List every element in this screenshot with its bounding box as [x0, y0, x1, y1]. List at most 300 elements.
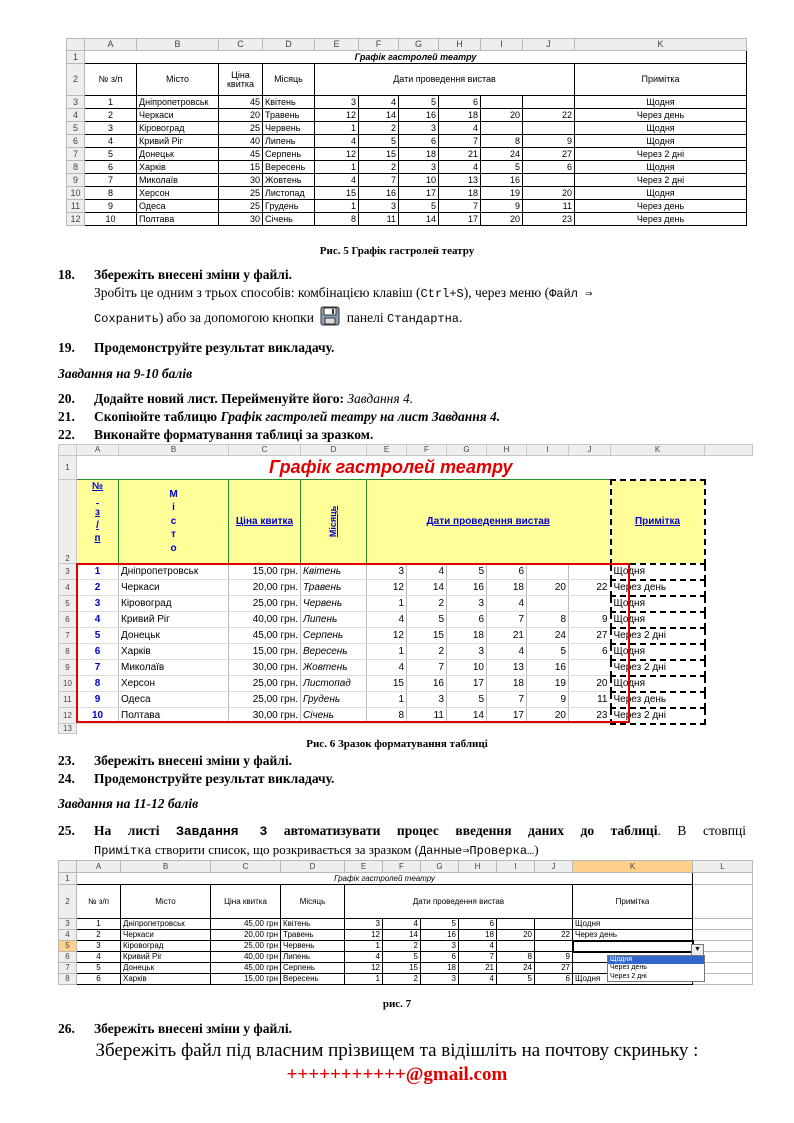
- row-number: 9: [67, 174, 85, 187]
- dropdown-arrow-button[interactable]: ▼: [691, 944, 704, 956]
- table-cell: 6: [399, 135, 439, 148]
- table-row: [59, 692, 753, 708]
- step-text: Збережіть внесені зміни у файлі.: [94, 267, 292, 282]
- table-cell: 4: [345, 952, 383, 963]
- col-letter: H: [459, 861, 497, 873]
- table-row: [59, 930, 753, 941]
- table-cell: 21: [439, 148, 481, 161]
- table-cell: 7: [359, 174, 399, 187]
- table-cell: Щодня: [611, 676, 705, 692]
- row-number: 4: [59, 930, 77, 941]
- table-cell: 45,00 грн: [211, 919, 281, 930]
- table-cell: 13: [487, 660, 527, 676]
- sheet-name: Завдання 3: [176, 824, 268, 839]
- table-cell: Полтава: [137, 213, 219, 226]
- row-number: 2: [67, 64, 85, 96]
- header-char: о: [170, 542, 177, 554]
- text: На листі: [94, 823, 177, 838]
- save-icon: [320, 306, 340, 326]
- table-cell: 20: [527, 708, 569, 724]
- row-number: 6: [67, 135, 85, 148]
- table-cell: 5: [407, 612, 447, 628]
- table-row: [67, 135, 747, 148]
- table-cell: 12: [367, 580, 407, 596]
- table-cell: 18: [459, 930, 497, 941]
- header-note: Примітка: [611, 480, 705, 564]
- col-letter: I: [527, 445, 569, 456]
- table-row: [59, 941, 753, 952]
- table-cell: 2: [407, 596, 447, 612]
- table-cell: 4: [459, 941, 497, 952]
- col-letter: I: [497, 861, 535, 873]
- table-cell: 40: [219, 135, 263, 148]
- table-row: [67, 161, 747, 174]
- table-cell: 25: [219, 200, 263, 213]
- step-number: 19.: [58, 340, 75, 355]
- section-heading: Завдання на 11-12 балів: [58, 796, 199, 811]
- table-cell: Миколаїв: [137, 174, 219, 187]
- col-letter: K: [575, 39, 747, 51]
- table-cell: 30: [219, 174, 263, 187]
- col-letter: D: [301, 445, 367, 456]
- table-cell: [523, 96, 575, 109]
- table-row: [67, 187, 747, 200]
- table-cell: 20: [481, 109, 523, 122]
- table-cell: 5: [383, 952, 421, 963]
- col-letter: C: [219, 39, 263, 51]
- row-number: 2: [59, 480, 77, 564]
- step-number: 20.: [58, 391, 75, 406]
- table-cell: 1: [315, 122, 359, 135]
- step-text: Продемонструйте результат викладачу.: [94, 771, 335, 786]
- table-cell: 30: [219, 213, 263, 226]
- table-row: [59, 564, 753, 580]
- table-cell: Донецьк: [121, 963, 211, 974]
- table-cell: 5: [481, 161, 523, 174]
- table-cell: 15,00 грн.: [229, 644, 301, 660]
- figure-7-spreadsheet: [58, 860, 752, 994]
- text: . В стовпці: [657, 823, 746, 838]
- figure-7-caption: рис. 7: [382, 998, 412, 1010]
- col-letter: A: [85, 39, 137, 51]
- table-cell: 2: [77, 930, 121, 941]
- text: автоматизувати процес введення даних до таблиці: [267, 823, 658, 838]
- table-cell: 10: [399, 174, 439, 187]
- table-cell: 5: [399, 200, 439, 213]
- col-letter: A: [77, 445, 119, 456]
- row-number: 12: [59, 708, 77, 724]
- table-cell: 4: [459, 974, 497, 985]
- header-dates: Дати проведення вистав: [367, 480, 611, 564]
- dropdown-option[interactable]: Через день: [610, 964, 647, 972]
- table-cell: 3: [315, 96, 359, 109]
- table-row: [59, 919, 753, 930]
- table-cell: Через 2 дні: [611, 660, 705, 676]
- col-letter: B: [119, 445, 229, 456]
- table-cell: Жовтень: [301, 660, 367, 676]
- step-18: [58, 266, 746, 328]
- table-cell: 16: [359, 187, 399, 200]
- table-cell: 12: [315, 148, 359, 161]
- table-cell: Полтава: [119, 708, 229, 724]
- table-cell: 5: [85, 148, 137, 161]
- table-cell: 6: [447, 612, 487, 628]
- table-cell: 8: [315, 213, 359, 226]
- table-cell: 6: [77, 974, 121, 985]
- header-price: Ціна квитка: [219, 64, 263, 96]
- menu-path: Файл ⇒: [549, 287, 593, 302]
- table-row: [67, 200, 747, 213]
- table-cell: 3: [85, 122, 137, 135]
- step-number: 24.: [58, 771, 75, 786]
- text: Графік гастролей театру на лист Завдання 4.: [220, 409, 501, 424]
- step-20: [58, 390, 746, 408]
- table-cell: 3: [421, 974, 459, 985]
- table-cell: 9: [77, 692, 119, 708]
- table-cell: 21: [459, 963, 497, 974]
- text: ): [534, 841, 539, 857]
- table-cell: 20: [523, 187, 575, 200]
- table-cell: 24: [481, 148, 523, 161]
- table-cell: 2: [383, 974, 421, 985]
- table-cell: 27: [535, 963, 573, 974]
- table-cell: 7: [77, 660, 119, 676]
- table-cell: 2: [359, 161, 399, 174]
- col-letter: I: [481, 39, 523, 51]
- table-cell: Через 2 дні: [575, 174, 747, 187]
- table-cell: Серпень: [281, 963, 345, 974]
- table-cell: 14: [447, 708, 487, 724]
- row-number: 1: [67, 51, 85, 64]
- table-cell[interactable]: Щодня: [573, 919, 693, 930]
- table-cell: 7: [487, 692, 527, 708]
- header-city: Місто: [121, 885, 211, 919]
- header-char: з: [95, 507, 100, 518]
- figure-6-caption: Рис. 6 Зразок форматування таблиці: [306, 738, 488, 750]
- header-month: Місяць: [263, 64, 315, 96]
- table-cell: 6: [77, 644, 119, 660]
- table-cell: Кривий Ріг: [119, 612, 229, 628]
- col-letter: A: [77, 861, 121, 873]
- header-month-label: Місяць: [328, 505, 338, 538]
- header-dates: Дати проведення вистав: [345, 885, 573, 919]
- table-cell: Щодня: [611, 644, 705, 660]
- table-cell: Щодня: [575, 122, 747, 135]
- header-price: Ціна квитка: [211, 885, 281, 919]
- table-row: [67, 213, 747, 226]
- table-cell: 11: [359, 213, 399, 226]
- table-cell: 8: [497, 952, 535, 963]
- table-cell: 14: [407, 580, 447, 596]
- table-cell: 16: [447, 580, 487, 596]
- table-cell: Через день: [575, 200, 747, 213]
- col-letter: F: [359, 39, 399, 51]
- table-cell: Червень: [263, 122, 315, 135]
- table-cell: [497, 919, 535, 930]
- table-cell: 3: [367, 564, 407, 580]
- table-cell: 18: [439, 109, 481, 122]
- table-cell: Херсон: [137, 187, 219, 200]
- step-21: [58, 408, 746, 426]
- table-cell: 4: [383, 919, 421, 930]
- col-letter: H: [487, 445, 527, 456]
- table-cell: 4: [439, 161, 481, 174]
- table-cell: Вересень: [281, 974, 345, 985]
- table-row: [59, 644, 753, 660]
- table-cell: 4: [367, 660, 407, 676]
- table-cell: Дніпропетровськ: [121, 919, 211, 930]
- table-cell: Травень: [263, 109, 315, 122]
- row-number: 9: [59, 660, 77, 676]
- header-month: [301, 480, 367, 564]
- table-cell: 1: [367, 596, 407, 612]
- table-cell: 18: [439, 187, 481, 200]
- table-cell: Через день: [611, 692, 705, 708]
- table-cell: [523, 122, 575, 135]
- table-cell: 19: [481, 187, 523, 200]
- table-cell: 5: [497, 974, 535, 985]
- table-row: [59, 676, 753, 692]
- table-cell: 2: [407, 644, 447, 660]
- table-cell: Щодня: [611, 564, 705, 580]
- column-name: Примітка: [94, 843, 152, 858]
- table-cell: 5: [527, 644, 569, 660]
- table-cell: Квітень: [263, 96, 315, 109]
- table-cell: 18: [487, 676, 527, 692]
- step-26: [58, 1020, 746, 1038]
- col-letter: F: [407, 445, 447, 456]
- col-letter: E: [345, 861, 383, 873]
- table-cell: 40,00 грн: [211, 952, 281, 963]
- table-title: Графік гастролей театру: [77, 873, 693, 885]
- step-18-detail: [94, 284, 746, 302]
- menu-path: Данные⇒Проверка…: [418, 843, 535, 858]
- table-cell: Одеса: [137, 200, 219, 213]
- table-cell: 19: [527, 676, 569, 692]
- table-cell: 15: [219, 161, 263, 174]
- header-char: п: [94, 533, 101, 544]
- table-cell: Грудень: [263, 200, 315, 213]
- dropdown-list[interactable]: [607, 955, 705, 982]
- header-price: Ціна квитка: [229, 480, 301, 564]
- table-title: Графік гастролей театру: [85, 51, 747, 64]
- table-cell: 12: [315, 109, 359, 122]
- table-cell: 20: [497, 930, 535, 941]
- table-cell: 25,00 грн.: [229, 692, 301, 708]
- table-cell: [527, 596, 569, 612]
- table-cell: 1: [367, 644, 407, 660]
- table-cell: 16: [407, 676, 447, 692]
- table-cell: Через 2 дні: [575, 148, 747, 161]
- table-cell: 25,00 грн.: [229, 596, 301, 612]
- col-letter: F: [383, 861, 421, 873]
- table-cell: Щодня: [611, 612, 705, 628]
- table-cell: Щодня: [575, 135, 747, 148]
- table-cell: [497, 941, 535, 952]
- text: панелі: [346, 310, 384, 326]
- table-cell: 15: [407, 628, 447, 644]
- table-cell: 10: [77, 708, 119, 724]
- table-cell: 8: [85, 187, 137, 200]
- table-cell: Щодня: [575, 187, 747, 200]
- table-row: [59, 708, 753, 724]
- header-month: Місяць: [281, 885, 345, 919]
- table-cell[interactable]: Через день: [573, 930, 693, 941]
- table-cell: Кіровоград: [137, 122, 219, 135]
- table-cell: 5: [421, 919, 459, 930]
- col-letter: J: [535, 861, 573, 873]
- row-number: 3: [59, 564, 77, 580]
- header-char: /: [96, 520, 99, 531]
- step-number: 21.: [58, 409, 75, 424]
- step-25: [58, 822, 746, 859]
- table-cell: 7: [439, 135, 481, 148]
- section-heading: Завдання на 9-10 балів: [58, 366, 193, 381]
- table-cell: 16: [421, 930, 459, 941]
- table-cell: 2: [359, 122, 399, 135]
- table-cell: Грудень: [301, 692, 367, 708]
- table-cell: 45: [219, 96, 263, 109]
- table-cell: 12: [345, 963, 383, 974]
- row-number: 11: [67, 200, 85, 213]
- table-cell: 14: [399, 213, 439, 226]
- dropdown-option[interactable]: Щодня: [608, 956, 704, 964]
- table-cell: 6: [439, 96, 481, 109]
- table-cell: 3: [399, 122, 439, 135]
- row-number: 3: [67, 96, 85, 109]
- row-number: 4: [59, 580, 77, 596]
- step-24: [58, 770, 746, 788]
- table-cell: Через день: [575, 213, 747, 226]
- step-number: 26.: [58, 1021, 75, 1036]
- table-cell: 15: [315, 187, 359, 200]
- table-cell: Квітень: [281, 919, 345, 930]
- col-letter: B: [121, 861, 211, 873]
- text: Зробіть це одним з трьох способів: комбінацією клавіш (: [94, 285, 421, 301]
- table-cell: 5: [359, 135, 399, 148]
- table-cell: 22: [569, 580, 611, 596]
- table-row: [67, 96, 747, 109]
- table-cell: [569, 596, 611, 612]
- row-number: 5: [67, 122, 85, 135]
- table-cell: 5: [447, 564, 487, 580]
- table-cell: 24: [527, 628, 569, 644]
- row-number: 8: [59, 644, 77, 660]
- table-cell: 12: [367, 628, 407, 644]
- table-cell: 22: [535, 930, 573, 941]
- table-cell: Серпень: [263, 148, 315, 161]
- header-char: т: [171, 529, 176, 541]
- table-cell: 20: [527, 580, 569, 596]
- dropdown-option[interactable]: Через 2 дні: [610, 972, 647, 980]
- col-letter: C: [229, 445, 301, 456]
- text: ) або за допомогою кнопки: [158, 310, 314, 326]
- header-dates: Дати проведення вистав: [315, 64, 575, 96]
- header-city: Місто: [137, 64, 219, 96]
- table-cell: 3: [421, 941, 459, 952]
- table-cell[interactable]: [573, 941, 693, 952]
- table-cell: 1: [345, 974, 383, 985]
- table-cell: 30,00 грн.: [229, 660, 301, 676]
- row-number: 6: [59, 612, 77, 628]
- table-row: [59, 596, 753, 612]
- header-note: Примітка: [573, 885, 693, 919]
- table-cell: Дніпропетровськ: [137, 96, 219, 109]
- table-cell: 3: [77, 596, 119, 612]
- step-22: [58, 426, 746, 444]
- table-cell: [527, 564, 569, 580]
- col-letter: C: [211, 861, 281, 873]
- header-no: [77, 480, 119, 564]
- table-cell: 4: [359, 96, 399, 109]
- table-cell: 25: [219, 122, 263, 135]
- col-letter: K: [573, 861, 693, 873]
- step-text: Продемонструйте результат викладачу.: [94, 340, 335, 355]
- table-cell: 30,00 грн.: [229, 708, 301, 724]
- table-cell: Квітень: [301, 564, 367, 580]
- table-row: [67, 109, 747, 122]
- table-cell: Щодня: [575, 96, 747, 109]
- table-cell: 14: [359, 109, 399, 122]
- table-cell: Черкаси: [119, 580, 229, 596]
- toolbar-name: Стандартна: [387, 312, 460, 327]
- table-cell: Червень: [301, 596, 367, 612]
- table-cell: 9: [481, 200, 523, 213]
- table-cell: 27: [569, 628, 611, 644]
- table-cell: Щодня: [575, 161, 747, 174]
- row-number: 8: [67, 161, 85, 174]
- table-cell: 17: [439, 213, 481, 226]
- table-cell: Миколаїв: [119, 660, 229, 676]
- table-cell: 10: [85, 213, 137, 226]
- table-cell: 45,00 грн: [211, 963, 281, 974]
- text: Скопіюйте таблицю: [94, 409, 221, 424]
- table-cell: Травень: [301, 580, 367, 596]
- table-cell: Кіровоград: [119, 596, 229, 612]
- table-cell: 27: [523, 148, 575, 161]
- email-address: +++++++++++@gmail.com: [286, 1064, 508, 1085]
- table-cell: 1: [77, 919, 121, 930]
- table-cell: Херсон: [119, 676, 229, 692]
- table-row: [67, 122, 747, 135]
- table-cell: 18: [399, 148, 439, 161]
- table-cell: Травень: [281, 930, 345, 941]
- col-letter: J: [569, 445, 611, 456]
- table-cell[interactable]: Щодня: [573, 974, 693, 985]
- table-cell: 8: [481, 135, 523, 148]
- table-cell: Донецьк: [119, 628, 229, 644]
- table-title: Графік гастролей театру: [268, 457, 513, 478]
- header-no: № з/п: [85, 64, 137, 96]
- table-cell: 15: [359, 148, 399, 161]
- table-cell: 4: [487, 596, 527, 612]
- table-cell: Харків: [119, 644, 229, 660]
- table-cell: 1: [345, 941, 383, 952]
- table-cell: [535, 941, 573, 952]
- table-cell: [535, 919, 573, 930]
- col-letter: B: [137, 39, 219, 51]
- table-cell: 18: [447, 628, 487, 644]
- row-number: 11: [59, 692, 77, 708]
- col-letter: D: [281, 861, 345, 873]
- col-letter: J: [523, 39, 575, 51]
- table-cell: 17: [399, 187, 439, 200]
- table-cell: Дніпропетровськ: [119, 564, 229, 580]
- table-cell: 5: [77, 963, 121, 974]
- table-cell: Через 2 дні: [611, 708, 705, 724]
- step-number: 25.: [58, 823, 75, 838]
- table-cell: 17: [447, 676, 487, 692]
